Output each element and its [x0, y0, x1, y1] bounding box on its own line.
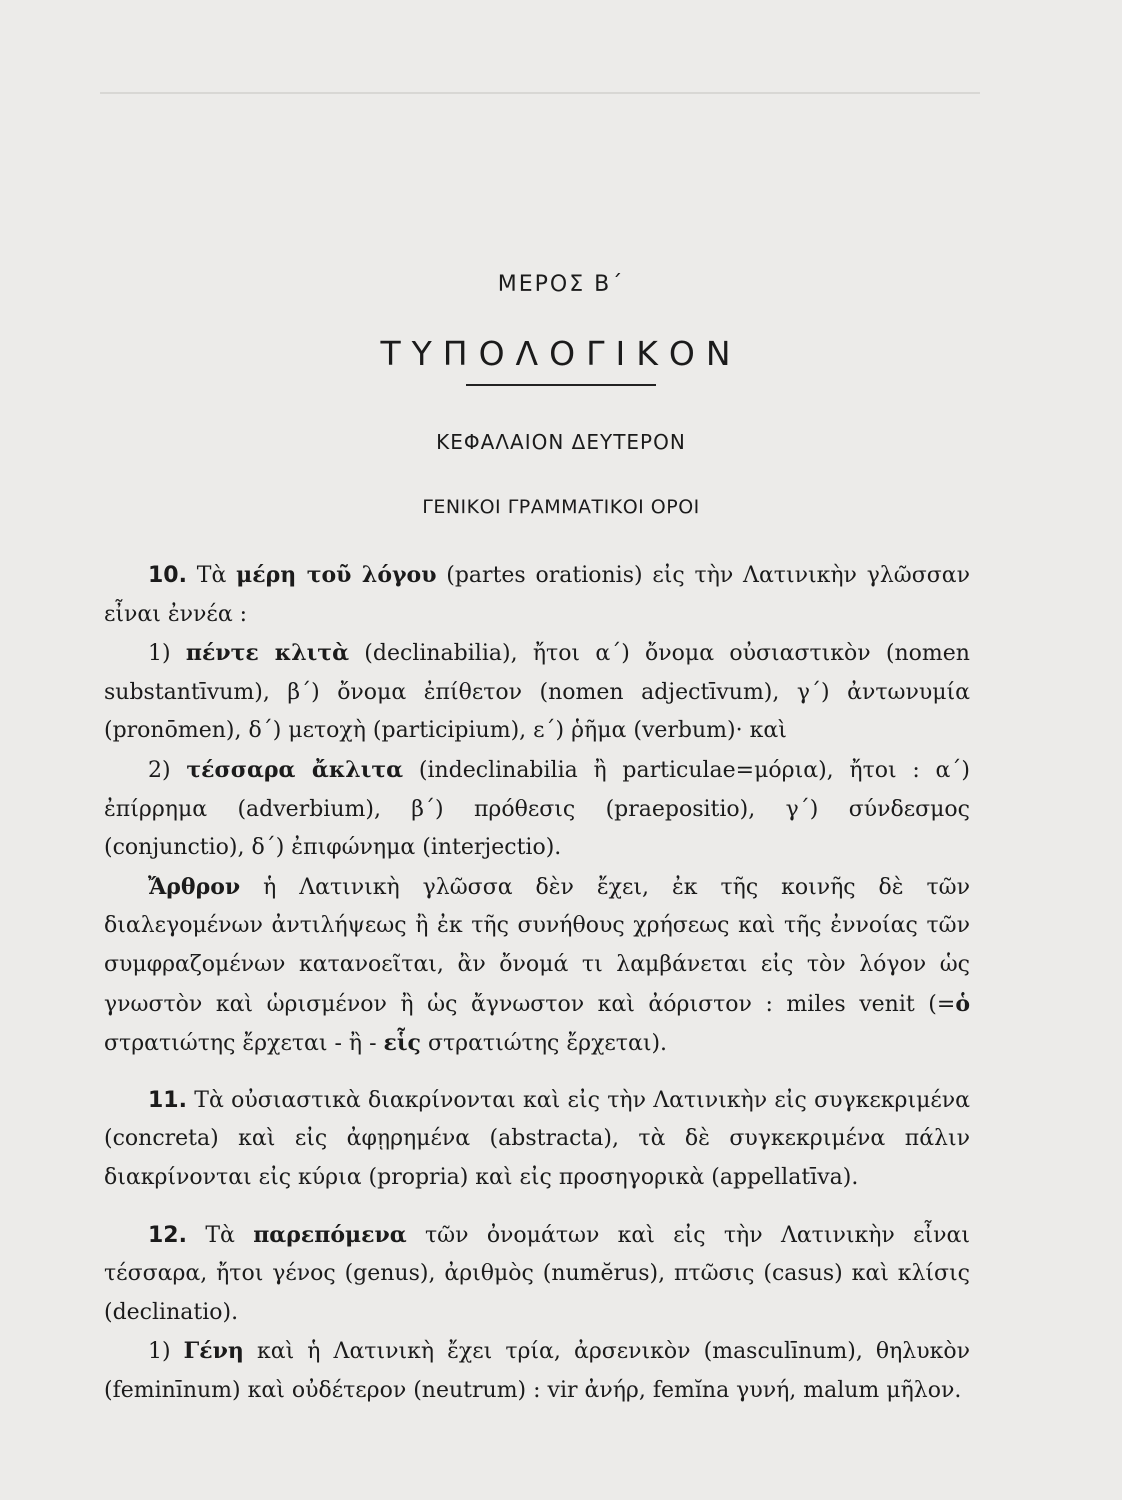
paragraph-10-2: 2) τέσσαρα ἄκλιτα (indeclinabilia ἢ particulae=μόρια), ἤτοι : α΄) ἐπίρρημα (adverbium), β΄) πρόθεσις (praepositio), γ΄) σύνδεσμος (conjunctio), δ΄) ἐπιφώνημα (interjectio). — [104, 756, 970, 861]
paragraph-number: 10. — [148, 563, 187, 588]
bold-term: εἷς — [383, 1030, 421, 1057]
paragraph-12-1: 1) Γένη καὶ ἡ Λατινικὴ ἔχει τρία, ἀρσενικὸν (masculīnum), θηλυκὸν (feminīnum) καὶ οὐδέτερον (neutrum) : vir ἀνήρ, femĭna γυνή, malum μῆλον. — [104, 1338, 970, 1403]
bold-term: Ἄρθρον — [148, 873, 241, 900]
paragraph-12: 12. Τὰ παρεπόμενα τῶν ὀνομάτων καὶ εἰς τὴν Λατινικὴν εἶναι τέσσαρα, ἤτοι γένος (genus), ἀριθμὸς (numĕrus), πτῶσις (casus) καὶ κλίσις (declinatio). — [104, 1221, 970, 1325]
paragraph-number: 12. — [148, 1222, 187, 1248]
paragraph-article: Ἄρθρον ἡ Λατινικὴ γλῶσσα δὲν ἔχει, ἐκ τῆς κοινῆς δὲ τῶν διαλεγομένων ἀντιλήψεως ἢ ἐκ τῆς συνήθους χρήσεως καὶ τῆς ἐννοίας τῶν συμφραζομένων κατανοεῖται, ἂν ὄνομά τι λαμβάνεται εἰς τὸν λόγον ὡς γνωστὸν καὶ ὡρισμένον ἢ ὡς ἄγνωστον καὶ ἀόριστον : miles venit (=ὁ στρατιώτης ἔρχεται - ἢ - εἷς στρατιώτης ἔρχεται). — [104, 873, 970, 1057]
part-label: ΜΕΡΟΣ Β΄ — [497, 272, 625, 297]
bold-term: μέρη τοῦ λόγου — [236, 562, 437, 588]
paragraph-10-1: 1) πέντε κλιτὰ (declinabilia), ἤτοι α΄) ὄνομα οὐσιαστικὸν (nomen substantīvum), β΄) ὄνομα ἐπίθετον (nomen adjectīvum), γ΄) ἀντωνυμία (pronōmen), δ΄) μετοχὴ (participium), ε΄) ῥῆμα (verbum)· καὶ — [104, 640, 970, 744]
section-heading: ΓΕΝΙΚΟΙ ΓΡΑΜΜΑΤΙΚΟΙ ΟΡΟΙ — [422, 496, 700, 518]
bleed-through-header-rule — [100, 52, 980, 94]
paragraph-11: 11. Τὰ οὐσιαστικὰ διακρίνονται καὶ εἰς τὴν Λατινικὴν εἰς συγκεκριμένα (concreta) καὶ εἰς ἀφῃρημένα (abstracta), τὰ δὲ συγκεκριμένα πάλιν διακρίνονται εἰς κύρια (propria) καὶ εἰς προσηγορικὰ (appellatīva). — [104, 1087, 970, 1190]
main-title: ΤΥΠΟΛΟΓΙΚΟΝ — [380, 334, 742, 373]
chapter-heading: ΚΕΦΑΛΑΙΟΝ ΔΕΥΤΕΡΟΝ — [436, 430, 686, 454]
paragraph-10: 10. Τὰ μέρη τοῦ λόγου (partes orationis) εἰς τὴν Λατινικὴν γλῶσσαν εἶναι ἐννέα : — [104, 562, 970, 627]
title-rule — [466, 384, 656, 386]
bold-term: πέντε κλιτὰ — [185, 640, 350, 667]
bold-term: ὁ — [955, 990, 970, 1017]
bold-term: παρεπόμενα — [253, 1221, 407, 1248]
paragraph-number: 11. — [148, 1087, 187, 1113]
body-text — [104, 556, 970, 1410]
bold-term: Γένη — [183, 1338, 244, 1365]
bold-term: τέσσαρα ἄκλιτα — [186, 756, 404, 783]
